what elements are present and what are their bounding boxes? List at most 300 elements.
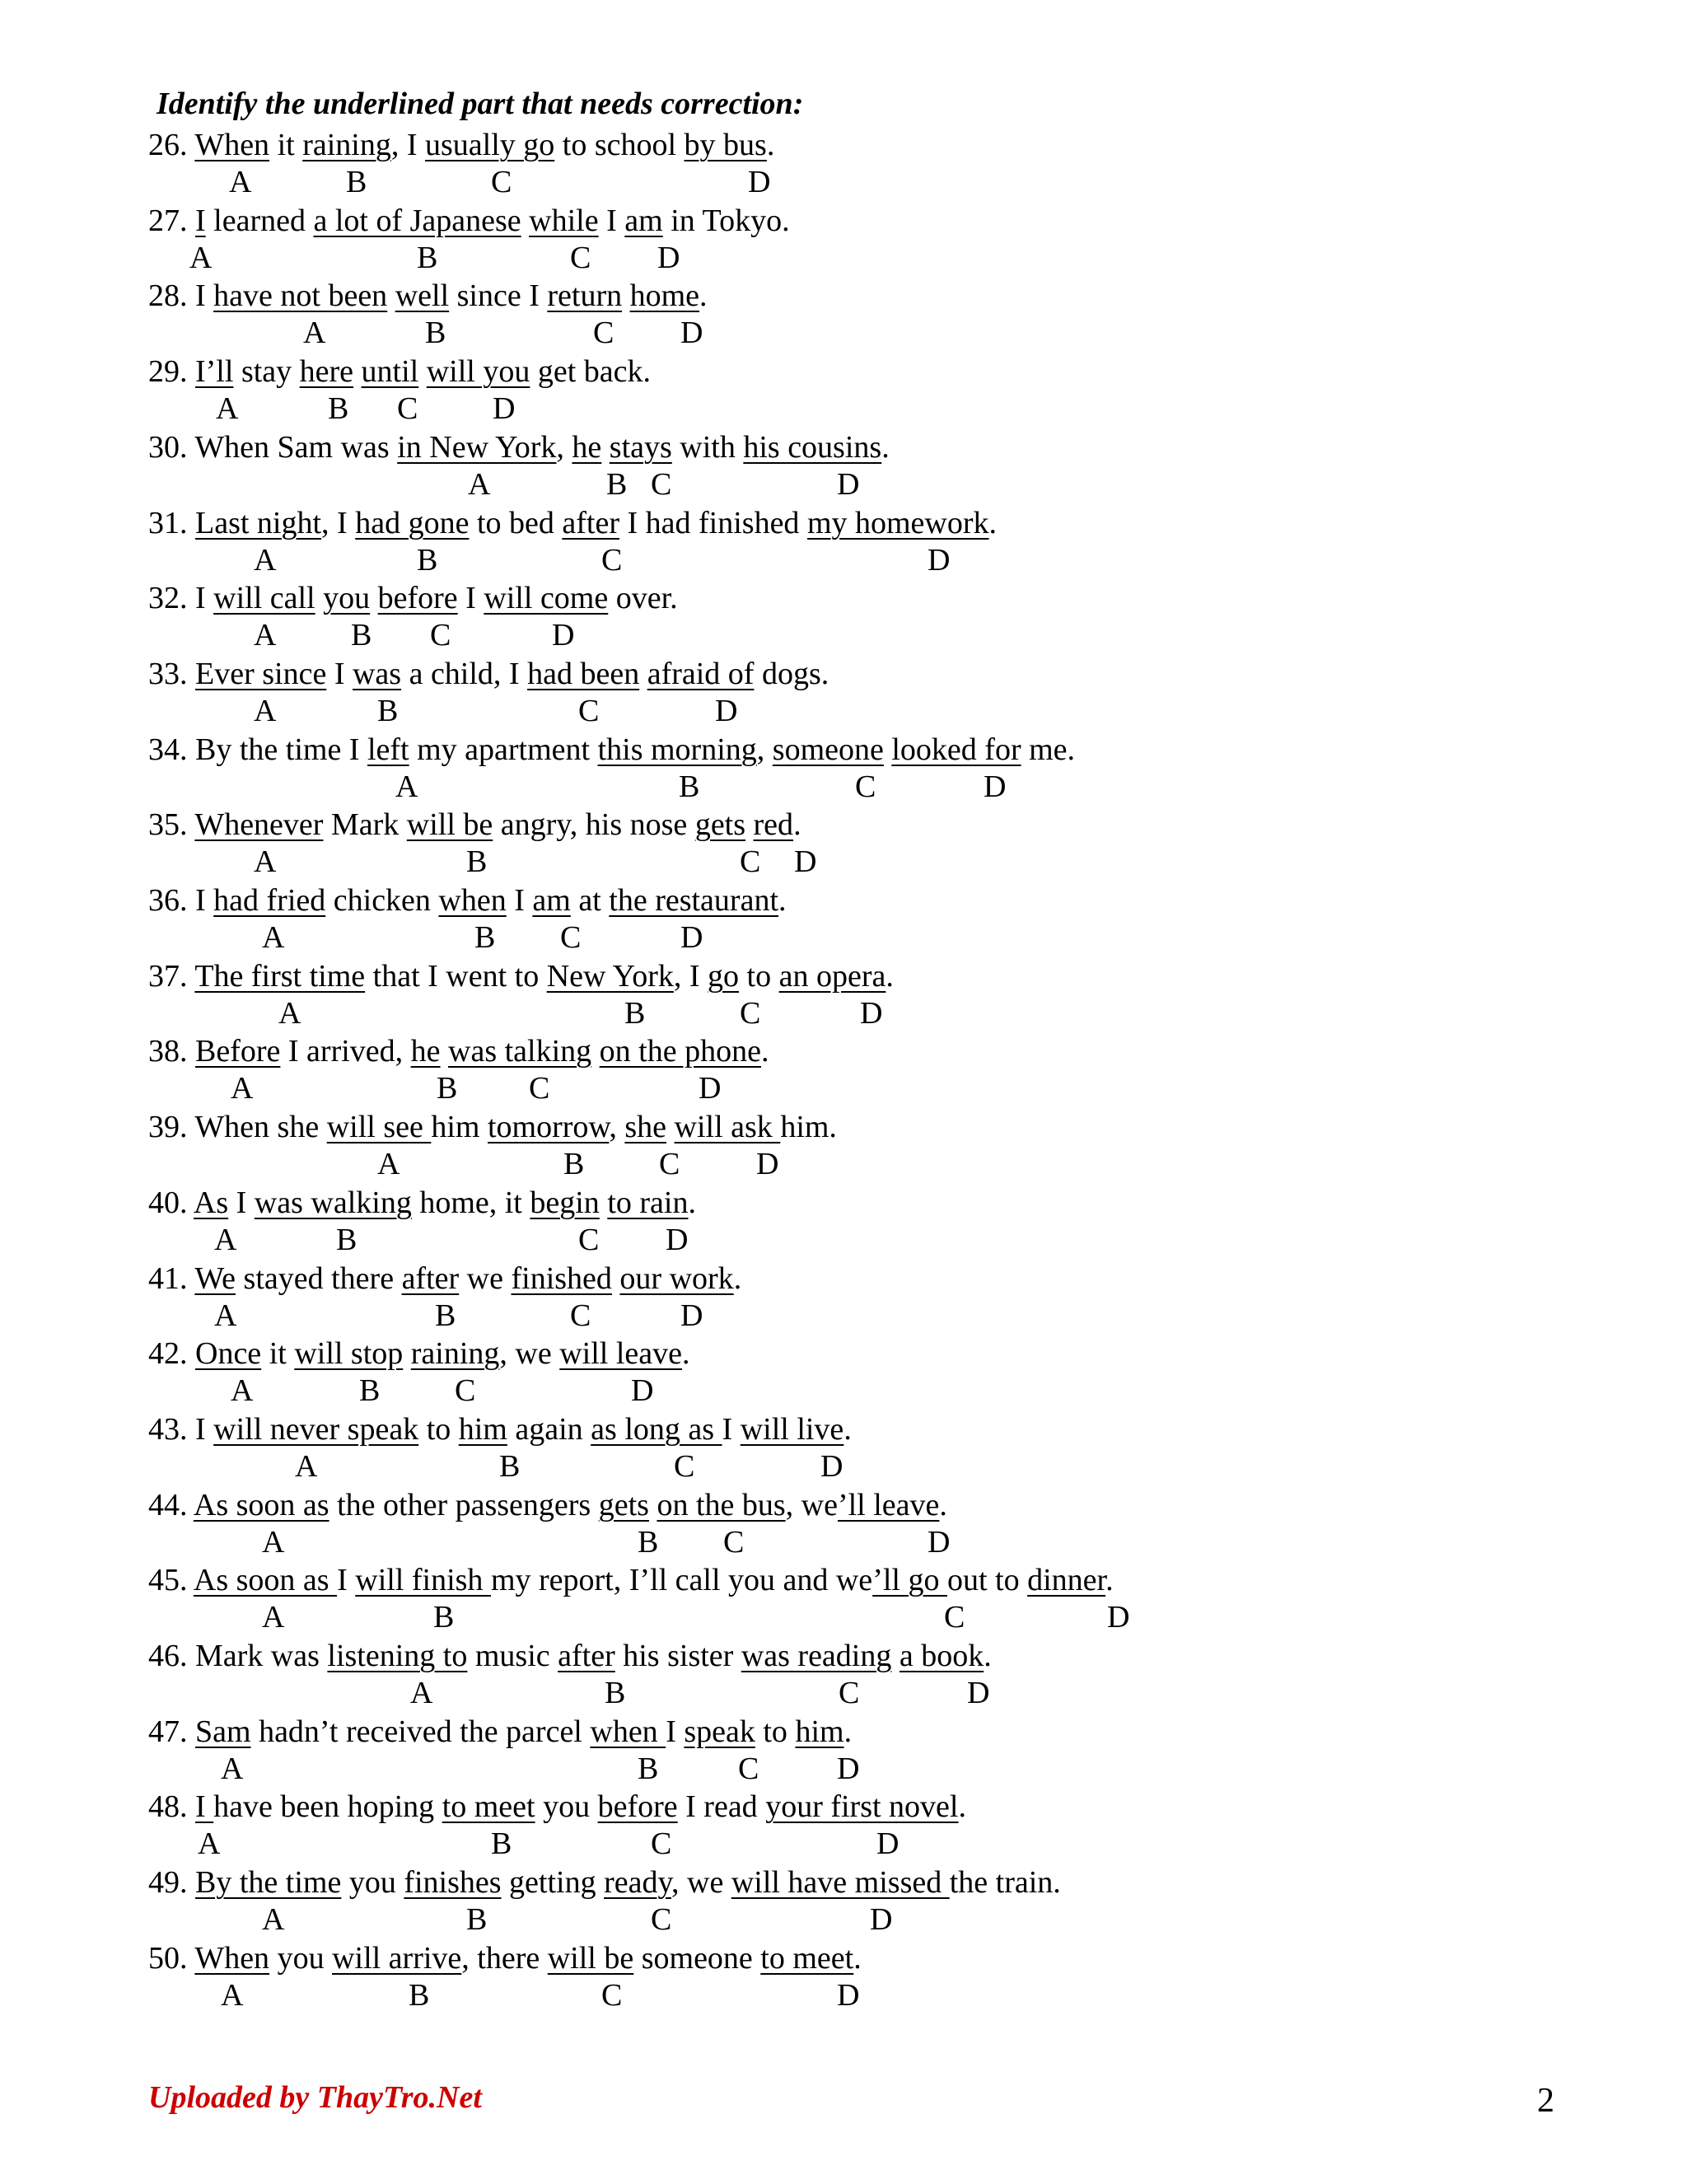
sentence-text: , there [461, 1941, 548, 1976]
underlined-part: he [572, 430, 602, 465]
option-letter-d: D [715, 694, 738, 728]
option-letter-d: D [928, 543, 951, 578]
underlined-part: left [367, 732, 409, 767]
option-letter-d: D [552, 618, 575, 652]
sentence-text: you [341, 1865, 404, 1900]
question-item [0, 1485, 1687, 1561]
sentence-text: him [431, 1110, 488, 1144]
sentence-text: I had finished [619, 506, 807, 540]
sentence-text: 47. [148, 1714, 195, 1749]
sentence-text: you [535, 1789, 598, 1824]
underlined-part: will be [406, 807, 493, 842]
underlined-part: home [629, 278, 700, 313]
sentence-text: the train. [949, 1865, 1061, 1900]
underlined-part: while [529, 203, 599, 238]
option-letter-c: C [738, 1751, 759, 1786]
sentence-text: to bed [469, 506, 563, 540]
question-sentence [148, 201, 790, 241]
underlined-part: am [532, 883, 571, 918]
underlined-part: When [194, 128, 270, 162]
sentence-text: I [326, 657, 353, 691]
option-letter-b: B [499, 1449, 521, 1484]
underlined-part: before [377, 581, 458, 615]
question-item [0, 1636, 1687, 1712]
sentence-text: I [666, 1714, 685, 1749]
question-sentence [148, 1863, 1061, 1902]
option-letter-a: A [303, 316, 326, 350]
option-letter-b: B [417, 543, 438, 578]
sentence-text: . [1105, 1563, 1114, 1597]
sentence-text: , I [673, 959, 708, 994]
sentence-text [600, 1186, 608, 1220]
option-letter-a: A [221, 1978, 244, 2013]
sentence-text: stay [233, 354, 300, 389]
option-letter-d: D [631, 1373, 654, 1408]
sentence-text: I [228, 1186, 255, 1220]
sentence-text [745, 807, 754, 842]
underlined-part: had been [527, 657, 640, 691]
sentence-text: my report, I’ll call you and we [490, 1563, 873, 1597]
question-sentence [148, 1183, 696, 1223]
sentence-text: 30. When Sam was [148, 430, 398, 465]
question-sentence [148, 1636, 992, 1676]
option-letter-c: C [455, 1373, 476, 1408]
option-letter-b: B [638, 1751, 659, 1786]
question-item [0, 352, 1687, 428]
sentence-text: 37. [148, 959, 195, 994]
option-letter-a: A [468, 467, 491, 502]
option-letter-b: B [605, 1676, 626, 1710]
option-letter-a: A [278, 996, 301, 1031]
option-letter-b: B [433, 1600, 455, 1634]
option-letter-c: C [560, 920, 582, 955]
sentence-text [521, 203, 530, 238]
sentence-text: . [958, 1789, 966, 1824]
sentence-text: . [688, 1186, 696, 1220]
sentence-text: . [886, 959, 894, 994]
sentence-text: 38. [148, 1034, 195, 1069]
option-letter-c: C [651, 467, 672, 502]
question-sentence [148, 956, 894, 996]
option-letter-d: D [870, 1902, 893, 1937]
underlined-part: was talking [448, 1034, 592, 1069]
question-sentence [148, 1259, 741, 1298]
option-letter-c: C [601, 1978, 623, 2013]
sentence-text: learned [205, 203, 314, 238]
underlined-part: my homework [806, 506, 989, 540]
page-number: 2 [1537, 2082, 1554, 2120]
sentence-text [315, 581, 324, 615]
question-sentence [148, 1712, 852, 1751]
sentence-text [639, 657, 647, 691]
underlined-part: will never speak [213, 1412, 419, 1447]
underlined-part: on the bus [657, 1488, 786, 1522]
option-letter-b: B [679, 769, 700, 804]
underlined-part: was [352, 657, 402, 691]
sentence-text [612, 1261, 620, 1296]
sentence-text: 28. I [148, 278, 214, 313]
option-letter-b: B [466, 844, 488, 879]
option-letter-c: C [651, 1902, 672, 1937]
underlined-part: Whenever [194, 807, 324, 842]
option-letter-d: D [680, 920, 703, 955]
underlined-part: someone [772, 732, 884, 767]
option-letter-a: A [410, 1676, 433, 1710]
underlined-part: your first novel [765, 1789, 959, 1824]
underlined-part: finished [511, 1261, 612, 1296]
sentence-text [601, 430, 610, 465]
sentence-text: , [609, 1110, 625, 1144]
underlined-part: will have missed [731, 1865, 950, 1900]
option-letter-c: C [855, 769, 876, 804]
sentence-text: . [766, 128, 775, 162]
underlined-part: Sam [195, 1714, 251, 1749]
underlined-part: As soon as [193, 1563, 338, 1597]
sentence-text: I [457, 581, 484, 615]
sentence-text: , [556, 430, 572, 465]
underlined-part: you [323, 581, 371, 615]
underlined-part: on the phone [599, 1034, 761, 1069]
option-letter-b: B [425, 316, 446, 350]
option-letter-a: A [254, 618, 277, 652]
exercise-heading: Identify the underlined part that needs correction: [157, 87, 804, 121]
underlined-part: well [395, 278, 450, 313]
question-item [0, 654, 1687, 730]
option-letter-d: D [699, 1071, 722, 1106]
option-letter-b: B [638, 1525, 659, 1560]
underlined-part: raining [410, 1336, 500, 1371]
underlined-part: begin [530, 1186, 600, 1220]
underlined-part: will you [426, 354, 530, 389]
sentence-text: that I went to [365, 959, 547, 994]
option-letter-c: C [601, 543, 623, 578]
sentence-text [591, 1034, 600, 1069]
question-sentence [148, 730, 1075, 769]
question-item [0, 1787, 1687, 1863]
option-letter-b: B [563, 1147, 585, 1181]
question-item [0, 578, 1687, 654]
option-letter-c: C [740, 844, 761, 879]
sentence-text: 46. Mark was [148, 1639, 328, 1673]
sentence-text: I [598, 203, 625, 238]
underlined-part: The first time [194, 959, 366, 994]
underlined-part: before [597, 1789, 678, 1824]
question-item [0, 805, 1687, 881]
question-item [0, 881, 1687, 956]
sentence-text: 40. [148, 1186, 194, 1220]
sentence-text: again [507, 1412, 591, 1447]
option-letter-a: A [377, 1147, 400, 1181]
underlined-part: will come [484, 581, 609, 615]
sentence-text [403, 1336, 411, 1371]
option-letter-d: D [680, 316, 703, 350]
question-sentence [148, 352, 651, 391]
option-letter-d: D [928, 1525, 951, 1560]
sentence-text: him. [780, 1110, 837, 1144]
option-letter-a: A [216, 391, 239, 426]
sentence-text: 41. [148, 1261, 195, 1296]
option-letter-a: A [395, 769, 418, 804]
underlined-part: stays [609, 430, 672, 465]
sentence-text: with [671, 430, 744, 465]
question-sentence [148, 1787, 966, 1826]
sentence-text: stayed there [236, 1261, 402, 1296]
option-letter-c: C [723, 1525, 745, 1560]
question-item [0, 1334, 1687, 1410]
question-item [0, 1410, 1687, 1485]
option-letter-b: B [606, 467, 628, 502]
underlined-part: an opera [778, 959, 886, 994]
option-letter-d: D [666, 1223, 689, 1257]
underlined-part: as long as [591, 1412, 722, 1447]
option-letter-c: C [944, 1600, 965, 1634]
sentence-text: Mark [323, 807, 407, 842]
option-letter-a: A [198, 1826, 221, 1861]
sentence-text: 43. I [148, 1412, 214, 1447]
question-item [0, 1560, 1687, 1636]
sentence-text: . [939, 1488, 947, 1522]
option-letter-c: C [651, 1826, 672, 1861]
sentence-text: . [853, 1941, 862, 1976]
sentence-text: , I [321, 506, 356, 540]
sentence-text: . [699, 278, 708, 313]
underlined-part: was reading [741, 1639, 892, 1673]
sentence-text: you [269, 1941, 333, 1976]
underlined-part: to meet [760, 1941, 854, 1976]
question-sentence [148, 428, 890, 467]
option-letter-a: A [229, 165, 252, 199]
question-item [0, 125, 1687, 201]
underlined-part: As [193, 1186, 229, 1220]
option-letter-a: A [295, 1449, 318, 1484]
question-sentence [148, 654, 829, 694]
sentence-text: I read [677, 1789, 766, 1824]
option-letter-b: B [377, 694, 399, 728]
question-sentence [148, 1485, 947, 1525]
sentence-text: . [844, 1714, 853, 1749]
underlined-part: red [753, 807, 794, 842]
option-letter-c: C [570, 241, 591, 275]
sentence-text: out to [946, 1563, 1028, 1597]
option-letter-c: C [578, 1223, 600, 1257]
sentence-text [666, 1110, 675, 1144]
sentence-text [387, 278, 395, 313]
underlined-part: will stop [294, 1336, 404, 1371]
sentence-text: dogs. [754, 657, 829, 691]
option-letter-a: A [262, 920, 285, 955]
sentence-text: we [459, 1261, 512, 1296]
sentence-text: angry, his nose [493, 807, 695, 842]
question-sentence [148, 1334, 690, 1373]
sentence-text: 45. [148, 1563, 194, 1597]
question-item [0, 1712, 1687, 1788]
underlined-part: I’ll [195, 354, 234, 389]
question-item [0, 730, 1687, 806]
underlined-part: Last night [195, 506, 322, 540]
underlined-part: will arrive [332, 1941, 462, 1976]
sentence-text: to [418, 1412, 459, 1447]
sentence-text: my apartment [409, 732, 598, 767]
sentence-text: , I [390, 128, 425, 162]
underlined-part: will ask [674, 1110, 781, 1144]
sentence-text: . [778, 883, 787, 918]
question-sentence [148, 1410, 852, 1449]
underlined-part: When [194, 1941, 270, 1976]
sentence-text: 50. [148, 1941, 195, 1976]
question-sentence [148, 881, 787, 920]
option-letter-d: D [756, 1147, 779, 1181]
sentence-text [891, 1639, 900, 1673]
sentence-text: it [261, 1336, 295, 1371]
sentence-text: . [984, 1639, 992, 1673]
underlined-part: ’ll go [872, 1563, 947, 1597]
underlined-part: his cousins [743, 430, 882, 465]
sentence-text: have been hoping [213, 1789, 442, 1824]
underlined-part: gets [694, 807, 746, 842]
question-sentence [148, 503, 997, 543]
sentence-text: I [722, 1412, 741, 1447]
question-item [0, 201, 1687, 277]
underlined-part: ready [604, 1865, 671, 1900]
sentence-text: 44. [148, 1488, 194, 1522]
option-letter-a: A [231, 1373, 254, 1408]
option-letter-a: A [189, 241, 213, 275]
option-letter-c: C [578, 694, 600, 728]
sentence-text [622, 278, 630, 313]
question-item [0, 276, 1687, 352]
option-letter-b: B [328, 391, 349, 426]
option-letter-b: B [336, 1223, 357, 1257]
option-letter-a: A [214, 1298, 237, 1333]
sentence-text: 32. I [148, 581, 214, 615]
underlined-part: will leave [559, 1336, 683, 1371]
underlined-part: tomorrow [487, 1110, 610, 1144]
option-letter-a: A [214, 1223, 237, 1257]
sentence-text: in Tokyo. [662, 203, 790, 238]
option-letter-c: C [570, 1298, 591, 1333]
underlined-part: in New York [397, 430, 557, 465]
option-letter-c: C [659, 1147, 680, 1181]
underlined-part: Once [195, 1336, 262, 1371]
option-letter-d: D [1107, 1600, 1130, 1634]
sentence-text: over. [608, 581, 678, 615]
question-item [0, 1259, 1687, 1335]
underlined-part: We [194, 1261, 236, 1296]
footer-credit: Uploaded by ThayTro.Net [148, 2080, 482, 2115]
underlined-part: here [299, 354, 354, 389]
sentence-text: 29. [148, 354, 195, 389]
option-letter-c: C [397, 391, 418, 426]
option-letter-c: C [839, 1676, 860, 1710]
sentence-text: at [570, 883, 610, 918]
underlined-part: had gone [355, 506, 470, 540]
sentence-text: someone [633, 1941, 761, 1976]
option-letter-d: D [748, 165, 771, 199]
option-letter-a: A [262, 1525, 285, 1560]
underlined-part: finishes [404, 1865, 502, 1900]
option-letter-c: C [593, 316, 615, 350]
underlined-part: a book [899, 1639, 984, 1673]
underlined-part: our work [619, 1261, 734, 1296]
sentence-text: to [739, 959, 779, 994]
sentence-text: 26. [148, 128, 195, 162]
sentence-text: 31. [148, 506, 195, 540]
underlined-part: As soon as [193, 1488, 329, 1522]
underlined-part: him [795, 1714, 844, 1749]
underlined-part: after [562, 506, 619, 540]
sentence-text: 35. [148, 807, 195, 842]
underlined-part: I [195, 1789, 214, 1824]
question-sentence [148, 125, 774, 165]
sentence-text: , we [785, 1488, 838, 1522]
underlined-part: when [590, 1714, 666, 1749]
sentence-text: 48. [148, 1789, 195, 1824]
option-letter-a: A [221, 1751, 244, 1786]
underlined-part: the restaurant [609, 883, 778, 918]
option-letter-d: D [820, 1449, 844, 1484]
option-letter-c: C [491, 165, 512, 199]
question-item [0, 1863, 1687, 1938]
sentence-text: me. [1021, 732, 1076, 767]
underlined-part: by bus [684, 128, 767, 162]
option-letter-d: D [657, 241, 680, 275]
underlined-part: return [547, 278, 623, 313]
sentence-text: 36. I [148, 883, 214, 918]
question-sentence [148, 1938, 862, 1978]
underlined-part: will call [213, 581, 315, 615]
option-letter-b: B [624, 996, 646, 1031]
underlined-part: usually go [424, 128, 555, 162]
option-letter-d: D [794, 844, 817, 879]
sentence-text: 39. When she [148, 1110, 327, 1144]
sentence-text: to school [554, 128, 685, 162]
option-letter-a: A [254, 694, 277, 728]
option-letter-c: C [674, 1449, 695, 1484]
sentence-text: getting [501, 1865, 605, 1900]
sentence-text: 49. [148, 1865, 195, 1900]
option-letter-d: D [984, 769, 1007, 804]
sentence-text [649, 1488, 657, 1522]
sentence-text: . [844, 1412, 852, 1447]
sentence-text: 34. By the time I [148, 732, 367, 767]
sentence-text: to [755, 1714, 796, 1749]
underlined-part: ’ll leave [837, 1488, 940, 1522]
option-letter-c: C [740, 996, 761, 1031]
underlined-part: when [438, 883, 507, 918]
underlined-part: raining [302, 128, 391, 162]
sentence-text: , we [499, 1336, 560, 1371]
option-letter-b: B [491, 1826, 512, 1861]
question-item [0, 1938, 1687, 2014]
underlined-part: was walking [254, 1186, 412, 1220]
sentence-text: 27. [148, 203, 195, 238]
underlined-part: to meet [442, 1789, 535, 1824]
underlined-part: Before [195, 1034, 281, 1069]
underlined-part: By the time [195, 1865, 342, 1900]
sentence-text: it [269, 128, 303, 162]
underlined-part: New York [546, 959, 674, 994]
option-letter-a: A [262, 1902, 285, 1937]
sentence-text: I arrived, [280, 1034, 411, 1069]
sentence-text: . [682, 1336, 690, 1371]
option-letter-b: B [417, 241, 438, 275]
underlined-part: will be [547, 1941, 634, 1976]
sentence-text: . [733, 1261, 742, 1296]
option-letter-b: B [474, 920, 496, 955]
sentence-text [353, 354, 362, 389]
underlined-part: after [558, 1639, 615, 1673]
sentence-text [418, 354, 427, 389]
